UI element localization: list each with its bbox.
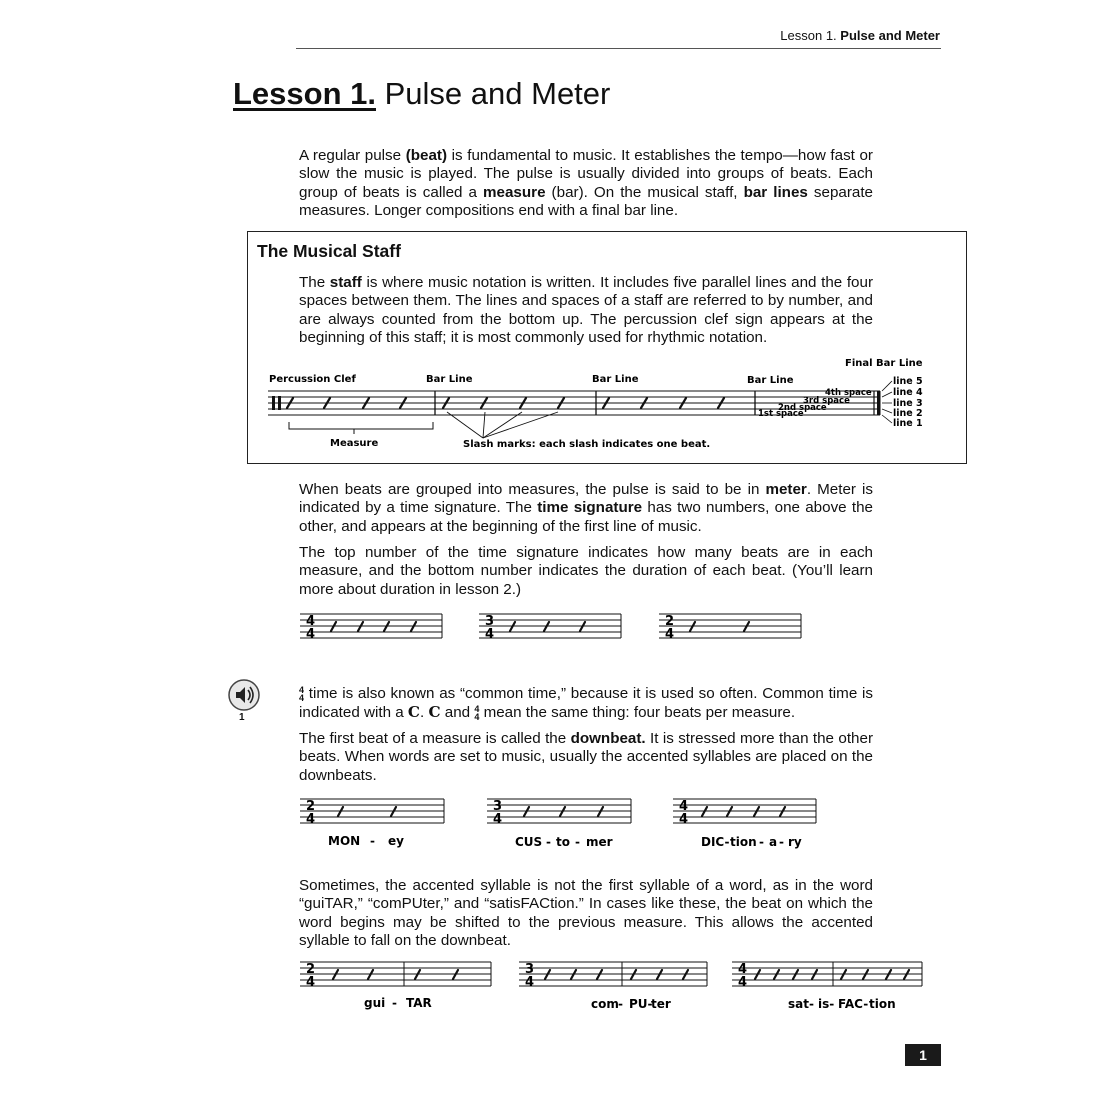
text-span: When beats are grouped into measures, the pulse is said to be in — [299, 481, 766, 498]
label-slash-marks: Slash marks: each slash indicates one beat. — [463, 439, 711, 450]
svg-text:4: 4 — [306, 812, 316, 827]
term-time-signature: time signature — [537, 499, 643, 517]
svg-text:4: 4 — [485, 627, 495, 642]
svg-text:4: 4 — [525, 975, 535, 990]
svg-text:sat-: sat- — [788, 997, 814, 1011]
box-title: The Musical Staff — [257, 241, 401, 261]
text-span: The — [299, 274, 330, 291]
text-span: The first beat of a measure is called the — [299, 730, 571, 747]
staff-paragraph — [299, 274, 873, 347]
speaker-icon[interactable] — [227, 678, 261, 712]
svg-text:3: 3 — [485, 614, 495, 629]
svg-text:4: 4 — [306, 975, 316, 990]
term-beat: (beat) — [405, 147, 448, 164]
downbeat-examples — [298, 795, 823, 853]
svg-text:-: - — [370, 834, 375, 848]
svg-text:is-: is- — [818, 997, 835, 1011]
time-signature-example-3-4 — [479, 614, 621, 642]
svg-text:TAR: TAR — [406, 996, 432, 1010]
svg-text:4: 4 — [306, 627, 316, 642]
svg-text:2: 2 — [306, 962, 316, 977]
frac-top: 4 — [299, 684, 305, 695]
downbeat-example-money — [300, 799, 444, 848]
meter-paragraph — [299, 481, 873, 536]
svg-text:ter: ter — [651, 997, 671, 1011]
svg-text:mer: mer — [586, 835, 613, 849]
intro-paragraph — [299, 147, 873, 220]
svg-text:4: 4 — [493, 812, 503, 827]
text-span: is fundamental to music. It establishes the tempo—how fast or slow the music is played. The pulse is usually divided into groups of beats. Each group of beats is called a — [299, 147, 873, 201]
svg-text:tion: tion — [730, 835, 757, 849]
svg-text:to: to — [556, 835, 570, 849]
svg-text:2: 2 — [665, 614, 675, 629]
svg-text:com: com — [591, 997, 619, 1011]
page-number: 1 — [905, 1044, 941, 1066]
text-span: (bar). On the musical staff, — [545, 183, 744, 201]
pickup-example-satisfaction — [732, 962, 922, 1011]
label-line-1: line 1 — [893, 418, 923, 429]
term-meter: meter — [765, 481, 807, 498]
label-space-3: 3rd space — [803, 396, 850, 406]
text-span: . — [420, 704, 429, 722]
svg-text:3: 3 — [493, 799, 503, 814]
time-signature-example-2-4 — [659, 614, 801, 642]
text-span: time is also known as “common time,” because it is used so often. Common time is indicated with a — [299, 685, 873, 722]
label-space-4: 4th space — [825, 388, 872, 398]
lesson-title-text: Pulse and Meter — [384, 76, 611, 111]
frac-top: 4 — [474, 704, 480, 715]
term-measure: measure — [483, 183, 546, 201]
svg-text:-: - — [759, 835, 764, 849]
text-span: It is stressed more than the other beats. When words are set to music, usually the accented syllables are placed on the downbeats. — [299, 730, 873, 784]
frac-bottom: 4 — [474, 712, 480, 723]
frac-bottom: 4 — [299, 692, 305, 703]
svg-text:4: 4 — [665, 627, 675, 642]
label-bar-line-3: Bar Line — [747, 375, 794, 386]
running-head-lesson: Lesson 1. — [780, 28, 837, 43]
label-final-bar: Final Bar Line — [845, 358, 923, 369]
top-number-paragraph: The top number of the time signature indicates how many beats are in each measure, and the bottom number indicates the duration of each beat. (You’ll learn more about duration in lesson 2.) — [299, 544, 873, 598]
text-span: is where music notation is written. It includes five parallel lines and the four spaces between them. The lines and spaces of a staff are referred to by number, and are always counted from the bottom up. The percussion clef sign appears at the beginning of this staff; it is most commonly used for rhythmic notation. — [299, 274, 874, 346]
svg-text:FAC-: FAC- — [838, 997, 869, 1011]
text-span: A regular pulse — [299, 147, 406, 164]
lesson-number: Lesson 1. — [233, 76, 376, 111]
svg-text:MON: MON — [328, 834, 361, 848]
svg-text:4: 4 — [738, 962, 748, 977]
svg-text:a: a — [769, 835, 778, 849]
svg-text:PU-: PU- — [629, 997, 653, 1011]
running-head-title: Pulse and Meter — [840, 28, 940, 43]
downbeat-example-dictionary — [673, 799, 816, 849]
term-downbeat: downbeat. — [570, 730, 646, 747]
common-time-symbol: C — [428, 703, 441, 722]
time-signature-examples — [298, 610, 808, 646]
downbeat-paragraph — [299, 730, 873, 785]
downbeat-example-customer — [487, 799, 631, 849]
accent-paragraph: Sometimes, the accented syllable is not the first syllable of a word, as in the word “guiTAR,” “comPUter,” and “satisFACtion.” In cases like these, the beat on which the word begins may be shifted to the previous measure. This allows the accented syllable to fall on the downbeat. — [299, 877, 873, 949]
svg-text:-: - — [392, 996, 397, 1010]
staff-diagram — [258, 355, 958, 455]
text-span: . Meter is indicated by a time signature. The — [299, 481, 873, 517]
text-span: has two numbers, one above the other, and appears at the beginning of the first line of music. — [299, 499, 873, 535]
lesson-title — [233, 76, 610, 112]
label-bar-line-1: Bar Line — [426, 374, 473, 385]
label-line-3: line 3 — [893, 398, 923, 409]
label-space-1: 1st space — [758, 409, 804, 419]
label-line-5: line 5 — [893, 376, 923, 387]
percussion-clef-icon — [272, 396, 275, 410]
svg-text:2: 2 — [306, 799, 316, 814]
audio-track-number: 1 — [239, 712, 245, 723]
svg-text:4: 4 — [679, 812, 689, 827]
text-span: separate measures. Longer compositions end with a final bar line. — [299, 183, 874, 219]
svg-text:3: 3 — [525, 962, 535, 977]
term-staff: staff — [329, 274, 362, 291]
text-span: mean the same thing: four beats per measure. — [479, 704, 796, 722]
svg-text:-: - — [546, 835, 551, 849]
svg-text:4: 4 — [738, 975, 748, 990]
running-head — [780, 28, 940, 43]
svg-text:-: - — [575, 835, 580, 849]
label-line-2: line 2 — [893, 408, 923, 419]
label-bar-line-2: Bar Line — [592, 374, 639, 385]
svg-text:-: - — [618, 997, 623, 1011]
text-span: and — [440, 704, 475, 722]
svg-text:4: 4 — [679, 799, 689, 814]
label-space-2: 2nd space — [778, 403, 827, 413]
label-line-4: line 4 — [893, 387, 923, 398]
label-clef: Percussion Clef — [269, 374, 356, 385]
time-signature-example-4-4 — [300, 614, 442, 642]
common-time-symbol: C — [407, 703, 421, 722]
svg-text:-: - — [779, 835, 784, 849]
measure-bracket — [289, 422, 433, 429]
svg-text:gui: gui — [364, 996, 386, 1010]
svg-text:ey: ey — [388, 834, 404, 848]
common-time-paragraph — [299, 685, 873, 723]
term-bar-lines: bar lines — [743, 183, 808, 201]
pickup-examples — [298, 958, 928, 1016]
pickup-example-guitar — [300, 962, 491, 1010]
header-rule — [296, 48, 941, 49]
svg-text:4: 4 — [306, 614, 316, 629]
label-measure: Measure — [330, 438, 379, 449]
svg-text:ry: ry — [788, 835, 802, 849]
svg-text:CUS: CUS — [515, 835, 543, 849]
pickup-example-computer — [519, 962, 707, 1011]
svg-text:tion: tion — [869, 997, 896, 1011]
svg-text:DIC-: DIC- — [701, 835, 730, 849]
